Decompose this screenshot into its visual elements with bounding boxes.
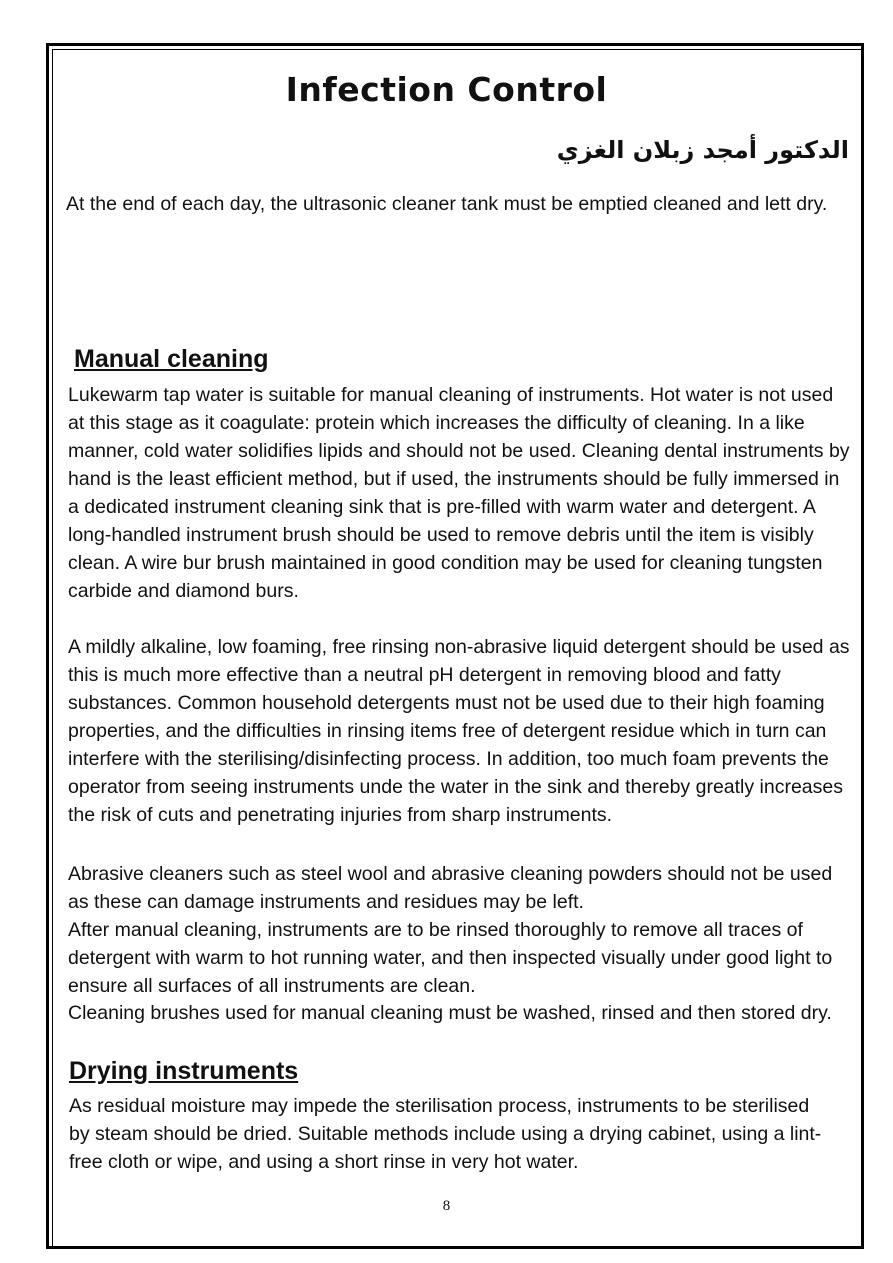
drying-instruments-heading: Drying instruments [69, 1057, 299, 1085]
manual-cleaning-heading: Manual cleaning [74, 345, 269, 373]
intro-paragraph: At the end of each day, the ultrasonic cleaner tank must be emptied cleaned and lett dry. [66, 193, 828, 215]
drying-paragraph: As residual moisture may impede the sterilisation process, instruments to be sterilised by steam should be dried. Suitable methods include using a drying cabinet, using a lint-free cloth or wipe, and using a short rinse in very hot water. [69, 1095, 822, 1173]
page-title: Infection Control [285, 70, 608, 109]
manual-cleaning-paragraph-5: Cleaning brushes used for manual cleaning must be washed, rinsed and then stored dry. [68, 1002, 832, 1024]
page-number: 8 [442, 1198, 451, 1214]
manual-cleaning-paragraph-3: Abrasive cleaners such as steel wool and abrasive cleaning powders should not be used as these can damage instruments and residues may be left. [68, 863, 833, 913]
manual-cleaning-paragraph-1: Lukewarm tap water is suitable for manual cleaning of instruments. Hot water is not used at this stage as it coagulate: protein which increases the difficulty of cleaning. In a like manner, cold water solidifies lipids and should not be used. Cleaning dental instruments by hand is the least efficient method, but if used, the instruments should be fully immersed in a dedicated instrument cleaning sink that is pre-filled with warm water and detergent. A long-handled instrument brush should be used to remove debris until the item is visibly clean. A wire bur brush maintained in good condition may be used for cleaning tungsten carbide and diamond burs. [68, 384, 850, 602]
manual-cleaning-paragraph-4: After manual cleaning, instruments are to be rinsed thoroughly to remove all traces of detergent with warm to hot running water, and then inspected visually under good light to ensure all surfaces of all instruments are clean. [68, 919, 833, 997]
manual-cleaning-paragraph-2: A mildly alkaline, low foaming, free rinsing non-abrasive liquid detergent should be used as this is much more effective than a neutral pH detergent in removing blood and fatty substances. Common household detergents must not be used due to their high foaming properties, and the difficulties in rinsing items free of detergent residue which in turn can interfere with the sterilising/disinfecting process. In addition, too much foam prevents the operator from seeing instruments unde the water in the sink and thereby greatly increases the risk of cuts and penetrating injuries from sharp instruments. [68, 636, 850, 826]
author-name: الدكتور أمجد زبلان الغزي [556, 136, 849, 164]
